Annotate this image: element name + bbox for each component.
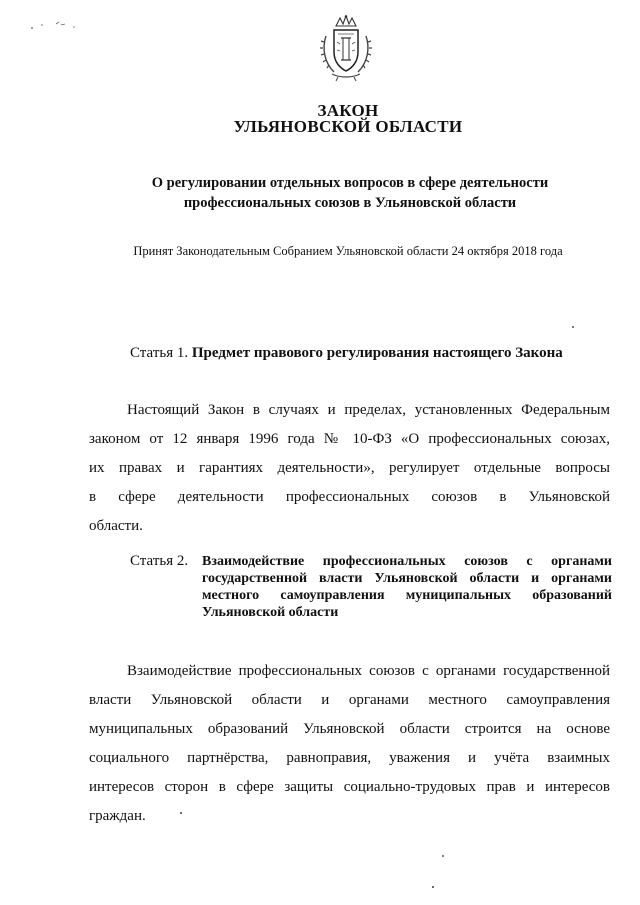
law-title-line: профессиональных союзов в Ульяновской области	[183, 195, 517, 211]
law-title-line: О регулировании отдельных вопросов в сфере деятельности	[151, 175, 549, 191]
article-2-title-line: Ульяновской области	[202, 605, 339, 620]
scan-speck	[432, 886, 434, 888]
article-2-title-line: местного самоуправления муниципальных образований	[202, 588, 612, 603]
scan-speck	[572, 326, 574, 328]
article-1-body	[89, 396, 610, 541]
paragraph-line: законом от 12 января 1996 года № 10-ФЗ «О профессиональных союзах,	[89, 431, 610, 447]
law-heading: ЗАКОН	[317, 101, 379, 120]
article-2-label: Статья 2.	[130, 553, 189, 569]
article-2-title-line: Взаимодействие профессиональных союзов с органами	[202, 554, 612, 569]
adoption-note: Принят Законодательным Собранием Ульяновской области 24 октября 2018 года	[133, 244, 563, 258]
paragraph-line: социального партнёрства, равноправия, уважения и учёта взаимных	[89, 750, 610, 766]
scan-speck	[442, 855, 444, 857]
paragraph-line: Настоящий Закон в случаях и пределах, установленных Федеральным	[127, 402, 610, 418]
article-1-heading	[130, 345, 563, 362]
article-2-title-line: государственной власти Ульяновской области и органами	[202, 571, 612, 586]
scan-speck	[180, 812, 182, 814]
article-1-title: Предмет правового регулирования настоящего Закона	[191, 345, 563, 361]
paragraph-line: власти Ульяновской области и органами местного самоуправления	[89, 692, 610, 708]
paragraph-line: области.	[89, 518, 143, 534]
coat-of-arms-icon	[318, 14, 374, 82]
paragraph-line: муниципальных образований Ульяновской области строится на основе	[89, 721, 610, 737]
article-2-title	[202, 553, 612, 621]
paragraph-line: Взаимодействие профессиональных союзов с органами государственной	[127, 663, 610, 679]
article-2-body	[89, 657, 610, 831]
scan-artifact-marks	[28, 16, 88, 36]
paragraph-line: их правах и гарантиях деятельности», регулирует отдельные вопросы	[89, 460, 610, 476]
law-title	[100, 173, 600, 213]
law-region-heading: УЛЬЯНОВСКОЙ ОБЛАСТИ	[233, 117, 463, 136]
paragraph-line: в сфере деятельности профессиональных союзов в Ульяновской	[89, 489, 610, 505]
paragraph-line: интересов сторон в сфере защиты социально-трудовых прав и интересов	[89, 779, 610, 795]
article-1-label: Статья 1.	[130, 345, 189, 361]
paragraph-line: граждан.	[89, 808, 146, 824]
